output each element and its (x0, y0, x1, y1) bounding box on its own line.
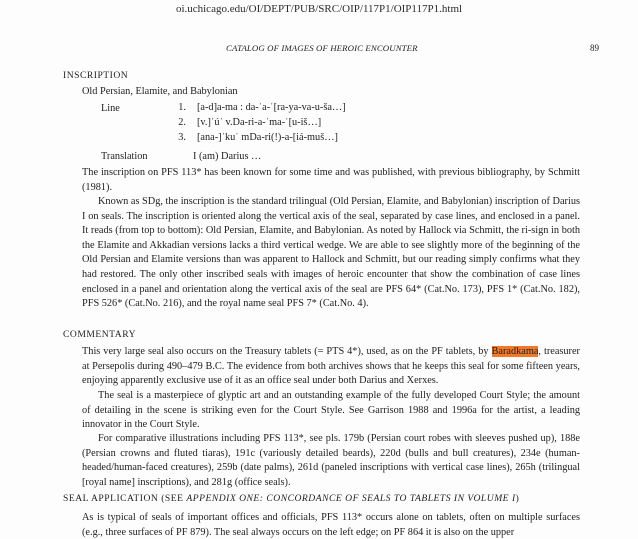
line-number: 2. (178, 117, 186, 128)
commentary-text: , treasurer at Persepolis during 490–479 B.C. The evidence from both archives shows that he keeps this seal for some fifteen years, enjoying apparently exclusive use of it as an office seal under both Darius and Xerxes. (82, 346, 580, 387)
inscription-line: [ana-]ˈkuˈ mDa-ri(!)-a-[iá-muš…] (197, 132, 338, 143)
inscription-line: [v.]ˈúˈ v.Da-ri-a-ˈma-ˈ[u-iš…] (197, 117, 322, 128)
inscription-line: [a-d]a-ma : da-ˈa-ˈ[ra-ya-va-u-ša…] (197, 102, 346, 113)
commentary-text: This very large seal also occurs on the Treasury tablets (= PTS 4*), used, as on the PF tablets, by (82, 346, 492, 357)
commentary-paragraph: For comparative illustrations including PFS 113*, see pls. 179b (Persian court robes with sleeves pushed up), 188e (Persian crowns and fluted tiaras), 191c (variously detailed beards), 220d (bulls and bull creatures), 234e (human-headed/human-faced creatures), 259b (date palms), 261d (paneled inscriptions with vertical case lines), 265h (trilingual [royal name] inscriptions), and 281g (office seals). (82, 433, 580, 488)
inscription-languages: Old Persian, Elamite, and Babylonian (82, 86, 238, 97)
running-head: CATALOG OF IMAGES OF HEROIC ENCOUNTER (226, 43, 418, 53)
line-label: Line (101, 103, 120, 114)
page-number: 89 (590, 43, 599, 53)
line-number: 3. (178, 132, 186, 143)
section-heading-commentary: COMMENTARY (63, 329, 136, 340)
heading-text: ) (515, 493, 520, 504)
seal-application-paragraph: As is typical of seals of important offices and officials, PFS 113* occurs alone on tablets, often on multiple surfaces (e.g., three surfaces of PF 879). The seal always occurs on the left edge; on PF 864 it is also on the upper (82, 512, 580, 538)
heading-italic: APPENDIX ONE: CONCORDANCE OF SEALS TO TABLETS IN VOLUME I (186, 493, 516, 504)
line-number: 1. (178, 102, 186, 113)
heading-text: SEAL APPLICATION (SEE (63, 493, 187, 504)
translation-text: I (am) Darius … (193, 151, 262, 162)
search-highlight: Baradkama (491, 346, 539, 357)
commentary-paragraph: The seal is a masterpiece of glyptic art and an outstanding example of the fully developed Court Style; the amount of detailing in the scene is striking even for the Court Style. See Garrison 1988 and 1996a for the artist, a leading innovator in the Court Style. (82, 390, 580, 431)
inscription-paragraph: Known as SDg, the inscription is the standard trilingual (Old Persian, Elamite, and Babylonian) inscription of Darius I on seals. The inscription is oriented along the vertical axis of the seal, separated by case lines, and enclosed in a panel. It reads (from top to bottom): Old Persian, Elamite, and Babylonian. As noted by Hallock via Schmitt, the ri-sign in both the Elamite and Akkadian versions lacks a third vertical wedge. We are able to see slightly more of the beginning of the Old Persian and Elamite versions than was apparent to Hallock and Schmitt, but our reading simply confirms what they had restored. The only other inscribed seals with images of heroic encounter that show the combination of case lines enclosed in a panel and orientation along the vertical axis of the seal are PFS 64* (Cat.No. 173), PFS 1* (Cat.No. 182), PFS 526* (Cat.No. 216), and the royal name seal PFS 7* (Cat.No. 4). (82, 196, 580, 310)
inscription-paragraph: The inscription on PFS 113* has been known for some time and was published, with previous bibliography, by Schmitt (1981). (82, 167, 580, 193)
commentary-paragraph (82, 345, 580, 389)
translation-label: Translation (101, 151, 148, 162)
page-url[interactable]: oi.uchicago.edu/OI/DEPT/PUB/SRC/OIP/117P1/OIP117P1.html (175, 3, 463, 15)
section-heading-seal-application (63, 493, 519, 504)
section-heading-inscription: INSCRIPTION (63, 70, 129, 81)
